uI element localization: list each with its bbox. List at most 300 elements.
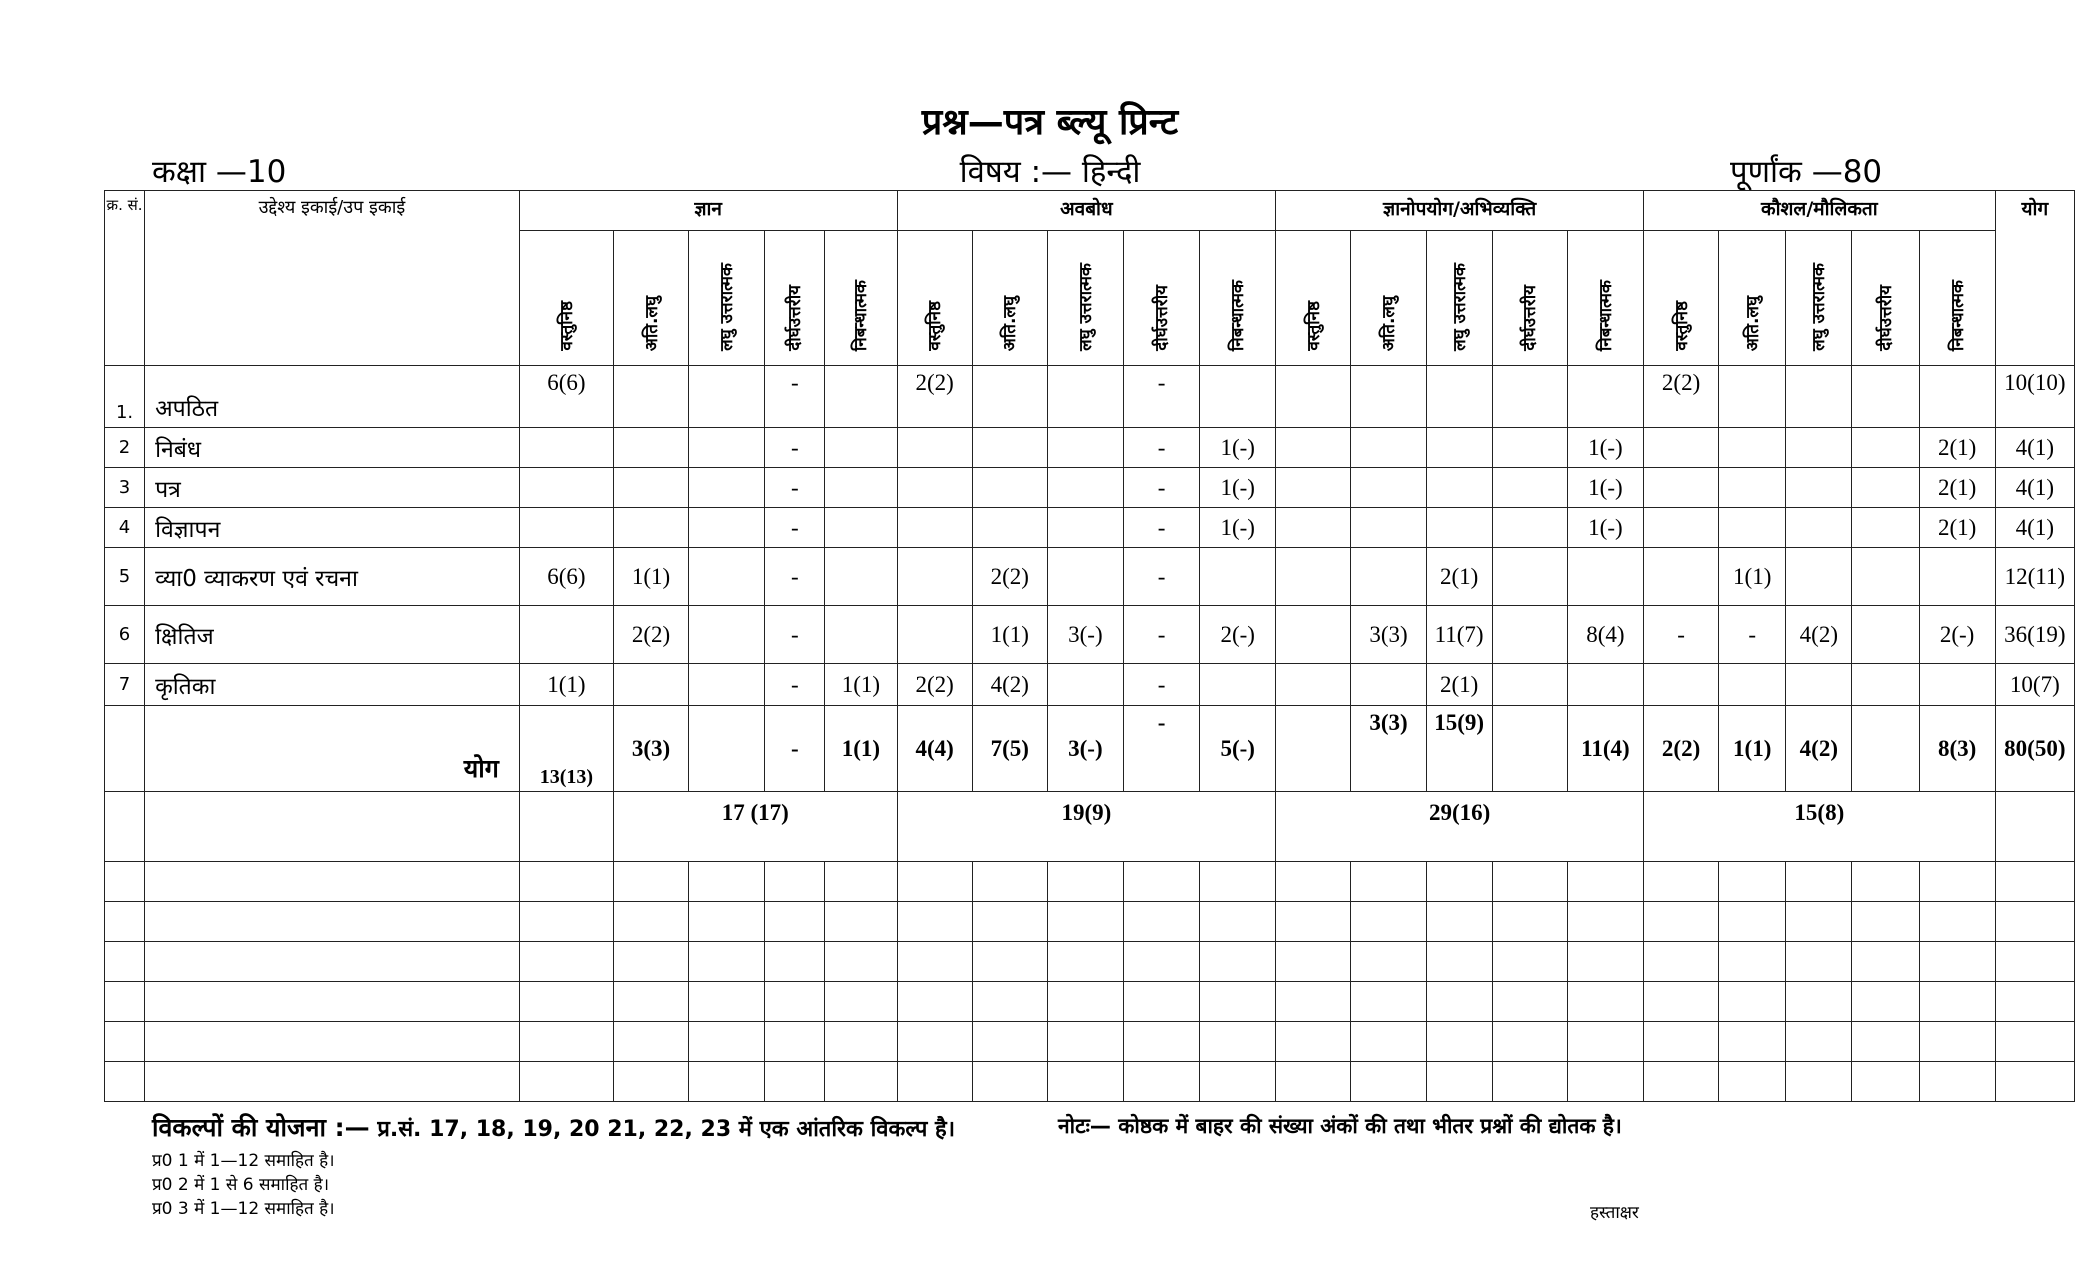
table-cell (1276, 366, 1351, 428)
yog-cell: - (1123, 706, 1199, 792)
table-cell: 11(7) (1426, 606, 1492, 664)
group-total: 29(16) (1276, 792, 1644, 862)
yog-cell (1492, 706, 1567, 792)
table-cell (1644, 548, 1719, 606)
empty-cell (1351, 942, 1426, 982)
empty-cell (1719, 862, 1786, 902)
options-scheme (152, 1110, 955, 1144)
empty-cell (1492, 902, 1567, 942)
subheader-cell (1047, 231, 1123, 366)
class-label: कक्षा —10 (152, 154, 287, 190)
table-cell: 1(-) (1567, 508, 1643, 548)
group-total: 17 (17) (613, 792, 897, 862)
empty-cell (1852, 862, 1919, 902)
table-cell: 1(1) (519, 664, 613, 706)
empty-cell (1786, 942, 1852, 982)
table-cell (1719, 468, 1786, 508)
empty-cell (145, 942, 520, 982)
table-cell (972, 508, 1047, 548)
empty-cell (1123, 942, 1199, 982)
empty-cell (825, 982, 897, 1022)
row-total: 4(1) (1995, 508, 2074, 548)
empty-cell (1276, 942, 1351, 982)
empty-cell (613, 982, 688, 1022)
empty-cell (145, 982, 520, 1022)
table-cell: 1(-) (1567, 468, 1643, 508)
empty-cell (897, 902, 972, 942)
table-cell: 2(1) (1426, 664, 1492, 706)
subheader-cell (613, 231, 688, 366)
table-cell (613, 366, 688, 428)
empty-cell (1919, 942, 1995, 982)
table-row (105, 508, 2075, 548)
subheader-cell (1200, 231, 1276, 366)
subheader-cell (1426, 231, 1492, 366)
yog-cell: 3(3) (613, 706, 688, 792)
empty-cell (689, 942, 765, 982)
empty-cell (105, 706, 145, 792)
table-cell: 2(2) (1644, 366, 1719, 428)
table-cell (1351, 468, 1426, 508)
table-cell: 2(2) (897, 366, 972, 428)
subheader-cell (1786, 231, 1852, 366)
table-cell (972, 366, 1047, 428)
yog-cell: 13(13) (519, 706, 613, 792)
table-cell: - (765, 428, 825, 468)
table-cell (1786, 548, 1852, 606)
table-cell (1492, 606, 1567, 664)
table-cell: - (765, 606, 825, 664)
serial-number: 7 (105, 664, 145, 706)
empty-cell (1351, 982, 1426, 1022)
empty-cell (1123, 862, 1199, 902)
subheader-cell (689, 231, 765, 366)
table-cell (1276, 548, 1351, 606)
subheader-cell (765, 231, 825, 366)
table-cell: 6(6) (519, 366, 613, 428)
table-cell (689, 606, 765, 664)
blank-row (105, 1022, 2075, 1062)
table-cell (897, 428, 972, 468)
empty-cell (1492, 862, 1567, 902)
row-total: 36(19) (1995, 606, 2074, 664)
empty-cell (613, 902, 688, 942)
empty-cell (972, 862, 1047, 902)
empty-cell (1200, 862, 1276, 902)
table-cell: - (1123, 468, 1199, 508)
empty-cell (1567, 982, 1643, 1022)
empty-cell (105, 942, 145, 982)
subheader-label: दीर्घउत्तरीय (1152, 285, 1173, 351)
subheader-cell (1719, 231, 1786, 366)
empty-cell (897, 1022, 972, 1062)
table-cell (1047, 428, 1123, 468)
empty-cell (1995, 792, 2074, 862)
yog-cell: 7(5) (972, 706, 1047, 792)
table-cell (825, 508, 897, 548)
table-cell: 2(1) (1426, 548, 1492, 606)
empty-cell (1276, 902, 1351, 942)
yog-cell (1276, 706, 1351, 792)
table-cell (1852, 468, 1919, 508)
total-header: योग (1995, 191, 2074, 366)
group-total-row (105, 792, 2075, 862)
table-cell (1719, 428, 1786, 468)
yog-cell: 8(3) (1919, 706, 1995, 792)
yog-cell: 1(1) (825, 706, 897, 792)
footer-line: प्र0 3 में 1—12 समाहित है। (152, 1199, 335, 1219)
table-cell (689, 366, 765, 428)
empty-cell (145, 1062, 520, 1102)
empty-cell (1644, 942, 1719, 982)
serial-number: 1. (105, 366, 145, 428)
empty-cell (1919, 1022, 1995, 1062)
subheader-label: लघु उत्तरात्मक (1449, 263, 1470, 351)
table-cell (1492, 428, 1567, 468)
group-header-avbodh: अवबोध (897, 191, 1276, 231)
table-cell (1351, 548, 1426, 606)
table-cell: 1(-) (1200, 428, 1276, 468)
table-cell (1047, 366, 1123, 428)
empty-cell (1919, 982, 1995, 1022)
empty-cell (897, 862, 972, 902)
empty-cell (1047, 862, 1123, 902)
blank-row (105, 942, 2075, 982)
table-cell (1276, 664, 1351, 706)
table-cell: 8(4) (1567, 606, 1643, 664)
table-cell: 1(1) (825, 664, 897, 706)
empty-cell (897, 942, 972, 982)
table-cell (519, 606, 613, 664)
table-cell (897, 508, 972, 548)
blank-row (105, 982, 2075, 1022)
empty-cell (1123, 1062, 1199, 1102)
empty-cell (1852, 982, 1919, 1022)
empty-cell (1351, 902, 1426, 942)
table-cell (1276, 508, 1351, 548)
empty-cell (1047, 1062, 1123, 1102)
subheader-label: वस्तुनिष्ठ (1671, 301, 1692, 351)
grand-total: 80(50) (1995, 706, 2074, 792)
subheader-cell (519, 231, 613, 366)
table-cell (825, 366, 897, 428)
empty-cell (145, 862, 520, 902)
subheader-cell (1351, 231, 1426, 366)
yog-cell: 4(4) (897, 706, 972, 792)
group-header-kaushal: कौशल/मौलिकता (1644, 191, 1996, 231)
empty-cell (145, 1022, 520, 1062)
table-cell: 1(-) (1200, 508, 1276, 548)
empty-cell (972, 1022, 1047, 1062)
table-cell: - (765, 468, 825, 508)
empty-cell (1644, 862, 1719, 902)
serial-number: 5 (105, 548, 145, 606)
empty-cell (972, 1062, 1047, 1102)
table-cell (1351, 428, 1426, 468)
table-cell (1852, 548, 1919, 606)
table-cell: 1(1) (613, 548, 688, 606)
subheader-label: लघु उत्तरात्मक (1075, 263, 1096, 351)
table-cell (689, 548, 765, 606)
empty-cell (1919, 902, 1995, 942)
row-total: 12(11) (1995, 548, 2074, 606)
yog-cell: 4(2) (1786, 706, 1852, 792)
empty-cell (765, 1062, 825, 1102)
yog-cell: - (765, 706, 825, 792)
unit-header: उद्देश्य इकाई/उप इकाई (145, 191, 520, 366)
unit-name: पत्र (145, 468, 520, 508)
empty-cell (972, 942, 1047, 982)
table-cell (519, 468, 613, 508)
table-cell (1492, 366, 1567, 428)
empty-cell (897, 1062, 972, 1102)
empty-cell (1995, 1022, 2074, 1062)
table-cell (1200, 548, 1276, 606)
table-cell (1351, 508, 1426, 548)
table-cell (1047, 664, 1123, 706)
empty-cell (1852, 942, 1919, 982)
subheader-label: लघु उत्तरात्मक (717, 263, 738, 351)
empty-cell (519, 902, 613, 942)
subheader-cell (972, 231, 1047, 366)
table-cell (1351, 366, 1426, 428)
empty-cell (1644, 902, 1719, 942)
empty-cell (825, 862, 897, 902)
empty-cell (105, 982, 145, 1022)
table-cell: 2(-) (1919, 606, 1995, 664)
table-cell: - (1123, 606, 1199, 664)
table-cell (1786, 428, 1852, 468)
table-cell (1786, 468, 1852, 508)
table-cell (1426, 468, 1492, 508)
empty-cell (519, 942, 613, 982)
table-cell (1047, 508, 1123, 548)
table-cell (1047, 548, 1123, 606)
empty-cell (1200, 902, 1276, 942)
serial-number: 2 (105, 428, 145, 468)
empty-cell (689, 862, 765, 902)
table-cell: 3(-) (1047, 606, 1123, 664)
row-total: 4(1) (1995, 428, 2074, 468)
table-cell (1047, 468, 1123, 508)
table-cell: 1(1) (972, 606, 1047, 664)
group-header-gyan: ज्ञान (519, 191, 897, 231)
subheader-label: वस्तुनिष्ठ (925, 301, 946, 351)
table-cell (1852, 428, 1919, 468)
empty-cell (105, 902, 145, 942)
table-cell: - (1644, 606, 1719, 664)
table-cell (1719, 366, 1786, 428)
empty-cell (1492, 1022, 1567, 1062)
subheader-label: वस्तुनिष्ठ (556, 301, 577, 351)
empty-cell (613, 942, 688, 982)
empty-cell (1567, 1022, 1643, 1062)
empty-cell (1200, 982, 1276, 1022)
table-cell (1786, 366, 1852, 428)
empty-cell (1047, 942, 1123, 982)
table-cell: 2(1) (1919, 428, 1995, 468)
empty-cell (765, 942, 825, 982)
empty-cell (1852, 1062, 1919, 1102)
table-cell (1426, 366, 1492, 428)
empty-cell (765, 982, 825, 1022)
empty-cell (1644, 1022, 1719, 1062)
empty-cell (1492, 942, 1567, 982)
empty-cell (825, 902, 897, 942)
table-cell: - (765, 508, 825, 548)
table-cell (1200, 664, 1276, 706)
empty-cell (1719, 942, 1786, 982)
table-cell: 2(1) (1919, 508, 1995, 548)
empty-cell (105, 1022, 145, 1062)
table-cell: - (765, 366, 825, 428)
table-cell: - (1719, 606, 1786, 664)
empty-cell (1276, 982, 1351, 1022)
empty-cell (1995, 902, 2074, 942)
yog-cell: 5(-) (1200, 706, 1276, 792)
table-cell (519, 508, 613, 548)
empty-cell (105, 792, 145, 862)
table-cell: 4(2) (972, 664, 1047, 706)
table-cell (825, 428, 897, 468)
empty-cell (1492, 1062, 1567, 1102)
subheader-label: निबन्धात्मक (851, 279, 872, 351)
table-cell: 1(-) (1200, 468, 1276, 508)
empty-cell (613, 862, 688, 902)
empty-cell (1123, 902, 1199, 942)
empty-cell (1426, 1022, 1492, 1062)
empty-cell (765, 862, 825, 902)
row-total: 4(1) (1995, 468, 2074, 508)
table-cell (1644, 508, 1719, 548)
yog-label: योग (145, 706, 520, 792)
subheader-label: अति.लघु (641, 295, 662, 351)
table-cell (1351, 664, 1426, 706)
table-cell: 2(-) (1200, 606, 1276, 664)
yog-cell: 1(1) (1719, 706, 1786, 792)
table-cell: 1(1) (1719, 548, 1786, 606)
table-cell (689, 508, 765, 548)
blank-row (105, 1062, 2075, 1102)
table-cell (1492, 468, 1567, 508)
empty-cell (1047, 982, 1123, 1022)
table-cell (1786, 508, 1852, 548)
empty-cell (689, 1062, 765, 1102)
empty-cell (1719, 1022, 1786, 1062)
yog-cell (689, 706, 765, 792)
table-cell (825, 468, 897, 508)
table-cell (1276, 428, 1351, 468)
table-cell (1852, 664, 1919, 706)
empty-cell (105, 1062, 145, 1102)
subheader-cell (1644, 231, 1719, 366)
empty-cell (519, 1062, 613, 1102)
subheader-label: निबन्धात्मक (1595, 279, 1616, 351)
empty-cell (519, 982, 613, 1022)
table-cell (1200, 366, 1276, 428)
subheader-label: लघु उत्तरात्मक (1809, 263, 1830, 351)
empty-cell (1995, 862, 2074, 902)
empty-cell (825, 942, 897, 982)
table-cell (1492, 508, 1567, 548)
empty-cell (1123, 1022, 1199, 1062)
serial-number: 4 (105, 508, 145, 548)
subheader-label: दीर्घउत्तरीय (785, 285, 806, 351)
subheader-label: दीर्घउत्तरीय (1875, 285, 1896, 351)
table-cell (897, 548, 972, 606)
table-cell: 6(6) (519, 548, 613, 606)
empty-cell (519, 1022, 613, 1062)
yog-cell: 11(4) (1567, 706, 1643, 792)
table-cell (897, 606, 972, 664)
unit-name: क्षितिज (145, 606, 520, 664)
unit-name: विज्ञापन (145, 508, 520, 548)
unit-name: निबंध (145, 428, 520, 468)
subheader-cell (1123, 231, 1199, 366)
table-cell: - (765, 548, 825, 606)
yog-cell: 3(-) (1047, 706, 1123, 792)
empty-cell (1644, 982, 1719, 1022)
empty-cell (897, 982, 972, 1022)
group-total: 19(9) (897, 792, 1276, 862)
subheader-label: निबन्धात्मक (1228, 279, 1249, 351)
empty-cell (1719, 1062, 1786, 1102)
empty-cell (1276, 862, 1351, 902)
empty-cell (1786, 1062, 1852, 1102)
subheader-label: वस्तुनिष्ठ (1303, 301, 1324, 351)
empty-cell (145, 792, 520, 862)
empty-cell (689, 982, 765, 1022)
empty-cell (689, 902, 765, 942)
empty-cell (1200, 1062, 1276, 1102)
subheader-cell (1492, 231, 1567, 366)
unit-name: व्या0 व्याकरण एवं रचना (145, 548, 520, 606)
table-row (105, 468, 2075, 508)
yog-cell: 2(2) (1644, 706, 1719, 792)
blueprint-table (104, 190, 2075, 1102)
empty-cell (1567, 942, 1643, 982)
table-cell (1919, 366, 1995, 428)
table-cell (1852, 606, 1919, 664)
empty-cell (145, 902, 520, 942)
empty-cell (825, 1022, 897, 1062)
subheader-cell (897, 231, 972, 366)
yog-cell: 3(3) (1351, 706, 1426, 792)
subheader-cell (825, 231, 897, 366)
table-row (105, 428, 2075, 468)
table-cell (1492, 664, 1567, 706)
empty-cell (689, 1022, 765, 1062)
empty-cell (1786, 982, 1852, 1022)
table-cell (1276, 606, 1351, 664)
empty-cell (1426, 982, 1492, 1022)
table-cell: 3(3) (1351, 606, 1426, 664)
table-cell (972, 468, 1047, 508)
table-cell (897, 468, 972, 508)
row-total: 10(10) (1995, 366, 2074, 428)
table-cell: - (1123, 366, 1199, 428)
empty-cell (1492, 982, 1567, 1022)
empty-cell (1644, 1062, 1719, 1102)
table-cell: 2(2) (972, 548, 1047, 606)
table-cell (1852, 366, 1919, 428)
empty-cell (1351, 1062, 1426, 1102)
empty-cell (765, 902, 825, 942)
empty-cell (1276, 1022, 1351, 1062)
empty-cell (613, 1022, 688, 1062)
group-total: 15(8) (1644, 792, 1996, 862)
empty-cell (1995, 942, 2074, 982)
